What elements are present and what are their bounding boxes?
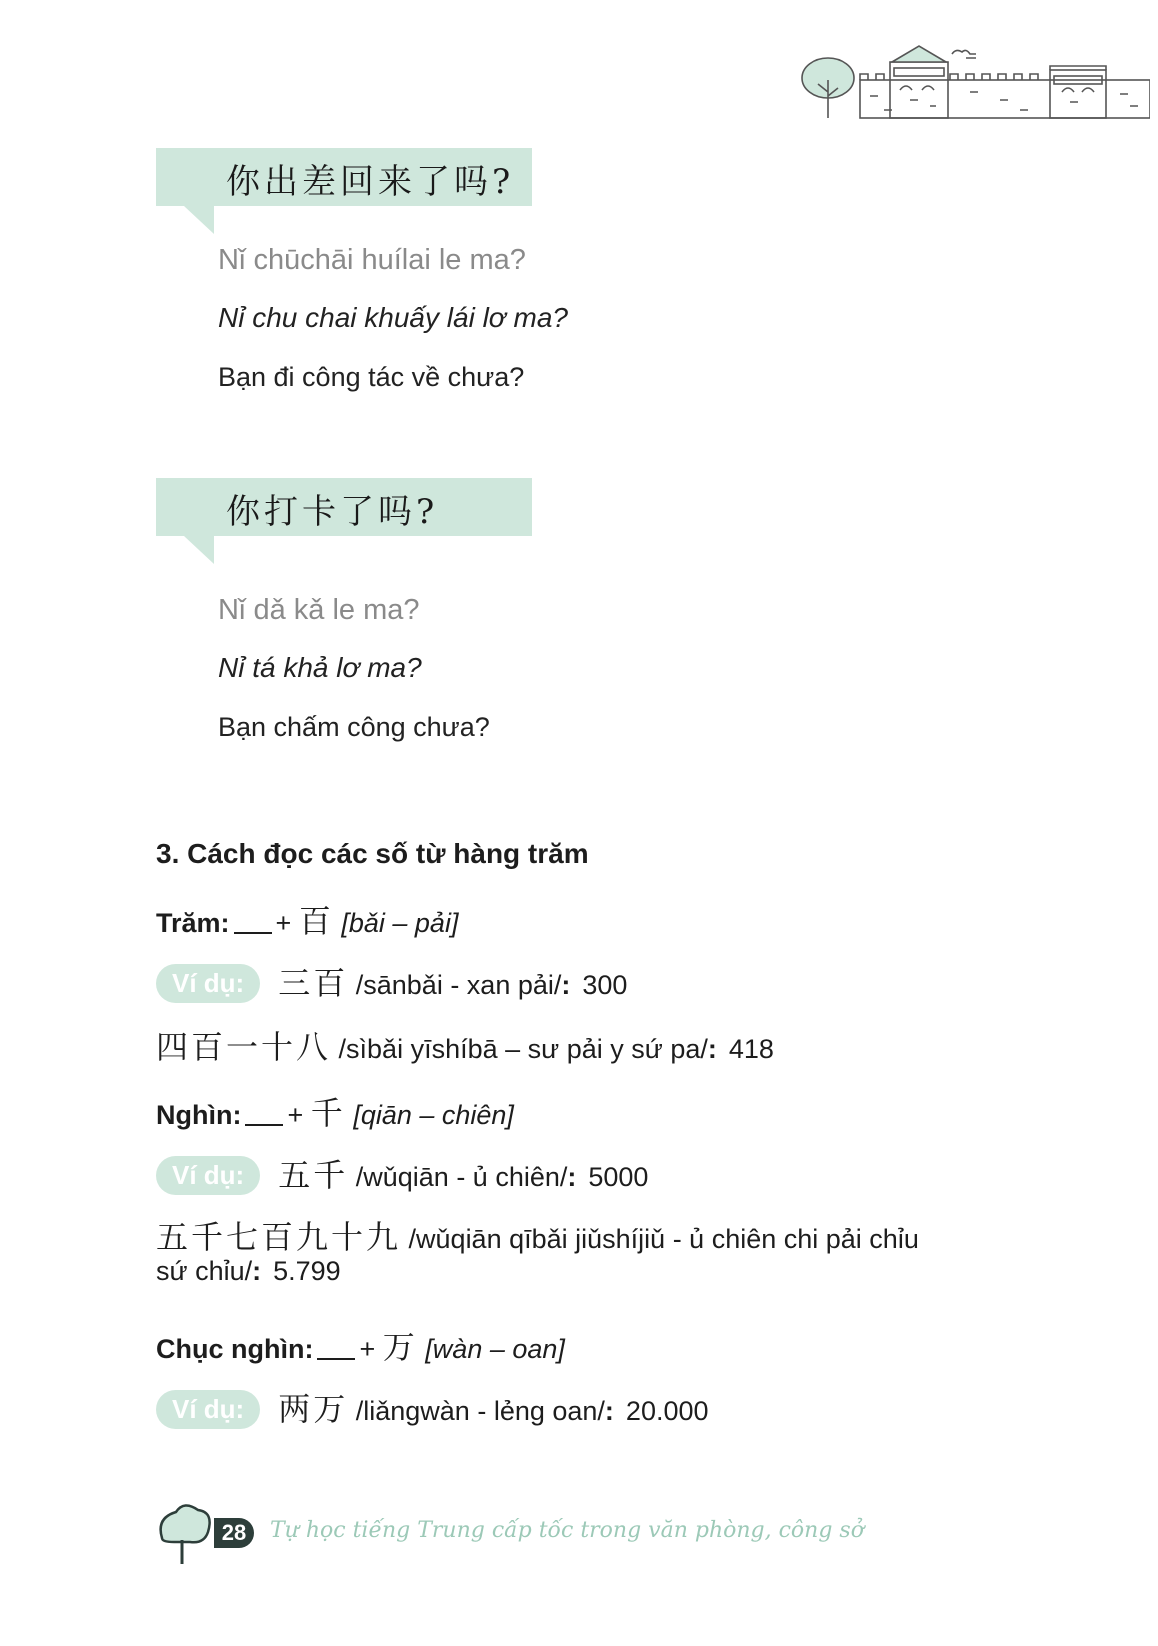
example-value: 5000 [588,1162,649,1192]
blank-line [317,1358,355,1360]
example-reading: /sìbǎi yīshíbā – sư pải y sứ pa/ [338,1034,708,1064]
phrase-pinyin: Nǐ dǎ kǎ le ma? [218,594,420,626]
example-chinese: 两万 [278,1390,349,1428]
phrase-pinyin: Nǐ chūchāi huílai le ma? [218,244,526,276]
example-value: 20.000 [625,1396,709,1426]
rule-char: 万 [382,1328,418,1366]
bubble-tail [184,206,214,234]
blank-line [234,932,272,934]
rule-hundred [156,896,458,942]
phrase-phonetic: Nỉ chu chai khuấy lái lơ ma? [218,302,568,333]
example-badge: Ví dụ: [156,1156,260,1195]
rule-label: Nghìn: [156,1100,242,1130]
phrase-phonetic: Nỉ tá khả lơ ma? [218,652,422,683]
example-ten-thousand: Ví dụ: 两万 /liǎngwàn - lẻng oan/: 20.000 [156,1384,709,1430]
example-badge: Ví dụ: [156,1390,260,1429]
phrase-meaning: Bạn chấm công chưa? [218,712,490,742]
example-chinese: 四百一十八 [156,1028,332,1066]
rule-char: 百 [298,902,334,940]
example-chinese: 五千 [278,1156,349,1194]
section-title: 3. Cách đọc các số từ hàng trăm [156,838,589,869]
phrase-meaning: Bạn đi công tác về chưa? [218,362,525,392]
rule-reading: [bǎi – pải] [341,908,459,938]
rule-label: Trăm: [156,908,230,938]
example-hundred: Ví dụ: 三百 /sānbǎi - xan pải/: 300 [156,958,627,1004]
great-wall-illustration [800,40,1150,130]
plus-sign: + [287,1100,304,1130]
example-thousand: Ví dụ: 五千 /wǔqiān - ủ chiên/: 5000 [156,1150,648,1196]
example-reading: /wǔqiān - ủ chiên/ [355,1162,568,1192]
rule-char: 千 [310,1094,346,1132]
phrase-hanzi: 你打卡了吗? [226,492,439,532]
rule-ten-thousand [156,1322,565,1368]
example-value: 5.799 [273,1256,341,1286]
example-hundred-2: 四百一十八 /sìbǎi yīshíbā – sư pải y sứ pa/: 418 [156,1028,774,1066]
page-number: 28 [214,1518,254,1548]
example-chinese: 五千七百九十九 [156,1218,402,1256]
example-value: 418 [728,1034,774,1064]
example-badge: Ví dụ: [156,964,260,1003]
example-reading: /liǎngwàn - lẻng oan/ [355,1396,605,1426]
rule-reading: [wàn – oan] [425,1334,565,1364]
example-reading: /wǔqiān qībǎi jiǔshíjiǔ - ủ chiên chi pải chỉu [408,1224,919,1254]
book-title: Tự học tiếng Trung cấp tốc trong văn phòng, công sở [270,1518,864,1543]
bubble-tail [184,536,214,564]
blank-line [245,1124,283,1126]
example-reading-cont: sứ chỉu/ [156,1256,253,1286]
plus-sign: + [359,1334,376,1364]
page-footer [152,1500,864,1570]
example-reading: /sānbǎi - xan pải/ [355,970,562,1000]
plus-sign: + [275,908,292,938]
example-chinese: 三百 [278,964,349,1002]
example-thousand-2 [156,1212,919,1258]
example-value: 300 [582,970,628,1000]
tree-icon [152,1500,222,1570]
rule-thousand [156,1088,514,1134]
example-thousand-2-cont: sứ chỉu/: 5.799 [156,1256,341,1286]
phrase-bubble-2 [156,478,532,536]
rule-label: Chục nghìn: [156,1334,314,1364]
rule-reading: [qiān – chiên] [353,1100,514,1130]
phrase-bubble-1 [156,148,532,206]
phrase-hanzi: 你出差回来了吗? [226,162,515,202]
